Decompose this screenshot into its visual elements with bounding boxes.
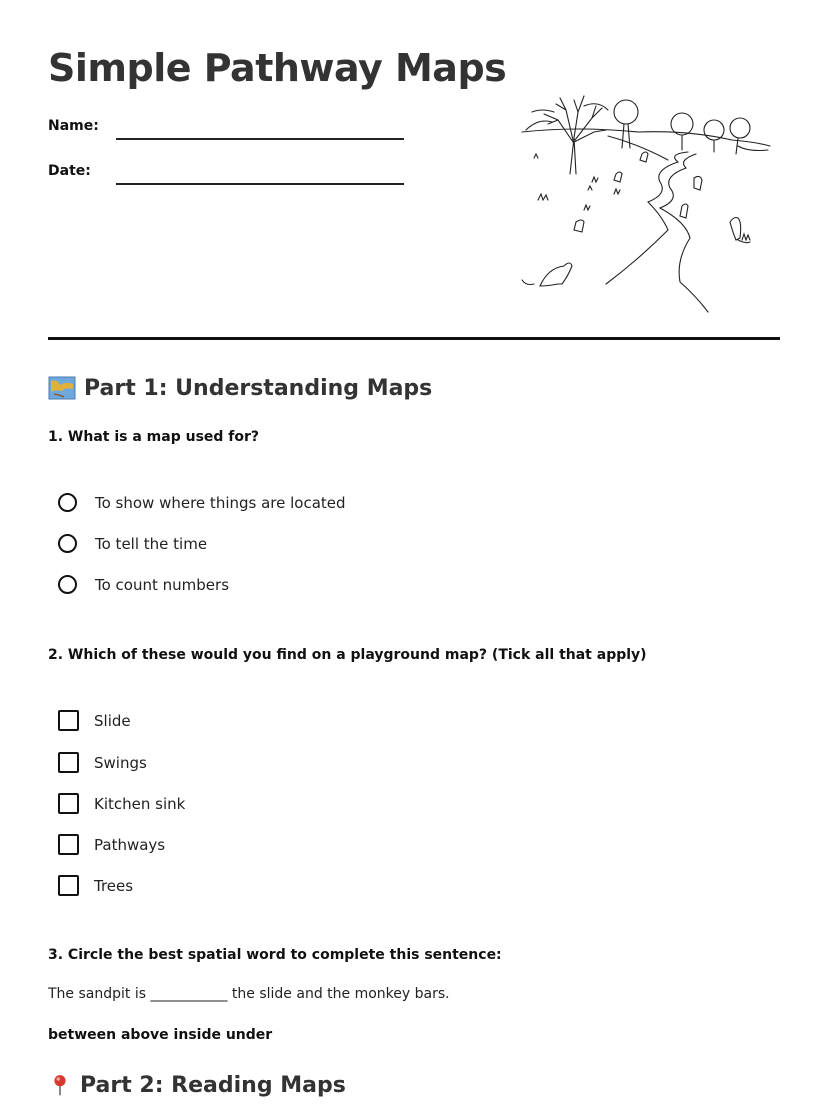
- part1-heading: [48, 375, 432, 401]
- part2-heading-text: Part 2: Reading Maps: [80, 1072, 346, 1098]
- checkbox[interactable]: [58, 793, 79, 814]
- part1-heading-text: Part 1: Understanding Maps: [84, 375, 433, 401]
- radio-button[interactable]: [58, 493, 77, 512]
- q1-option[interactable]: [58, 493, 346, 512]
- q2-option[interactable]: [58, 710, 131, 731]
- option-label: Kitchen sink: [94, 794, 186, 813]
- option-label: Trees: [94, 876, 134, 895]
- option-label: To tell the time: [95, 534, 208, 553]
- radio-button[interactable]: [58, 534, 77, 553]
- checkbox[interactable]: [58, 752, 79, 773]
- name-field[interactable]: [116, 138, 404, 140]
- question-3: 3. Circle the best spatial word to complete this sentence:: [48, 947, 502, 963]
- q1-option[interactable]: [58, 534, 207, 553]
- fill-in-sentence: The sandpit is ___________ the slide and the monkey bars.: [48, 986, 450, 1002]
- map-icon: [48, 375, 76, 401]
- checkbox[interactable]: [58, 875, 79, 896]
- option-label: Slide: [94, 711, 131, 730]
- date-field[interactable]: [116, 183, 404, 185]
- landscape-illustration: [518, 90, 774, 318]
- question-2: 2. Which of these would you find on a playground map? (Tick all that apply): [48, 647, 647, 663]
- q2-option[interactable]: [58, 793, 185, 814]
- option-label: Pathways: [94, 835, 166, 854]
- section-divider: [48, 337, 780, 340]
- q2-option[interactable]: [58, 834, 165, 855]
- q2-option[interactable]: [58, 752, 147, 773]
- name-label: Name:: [48, 118, 99, 134]
- page-title: Simple Pathway Maps: [48, 46, 507, 90]
- checkbox[interactable]: [58, 834, 79, 855]
- part2-heading: [48, 1072, 346, 1098]
- spatial-word-choices: between above inside under: [48, 1027, 273, 1043]
- q2-option[interactable]: [58, 875, 133, 896]
- option-label: Swings: [94, 753, 147, 772]
- option-label: To show where things are located: [95, 493, 346, 512]
- radio-button[interactable]: [58, 575, 77, 594]
- date-label: Date:: [48, 163, 91, 179]
- option-label: To count numbers: [95, 575, 230, 594]
- checkbox[interactable]: [58, 710, 79, 731]
- pushpin-icon: [48, 1072, 72, 1098]
- q1-option[interactable]: [58, 575, 229, 594]
- question-1: 1. What is a map used for?: [48, 429, 260, 445]
